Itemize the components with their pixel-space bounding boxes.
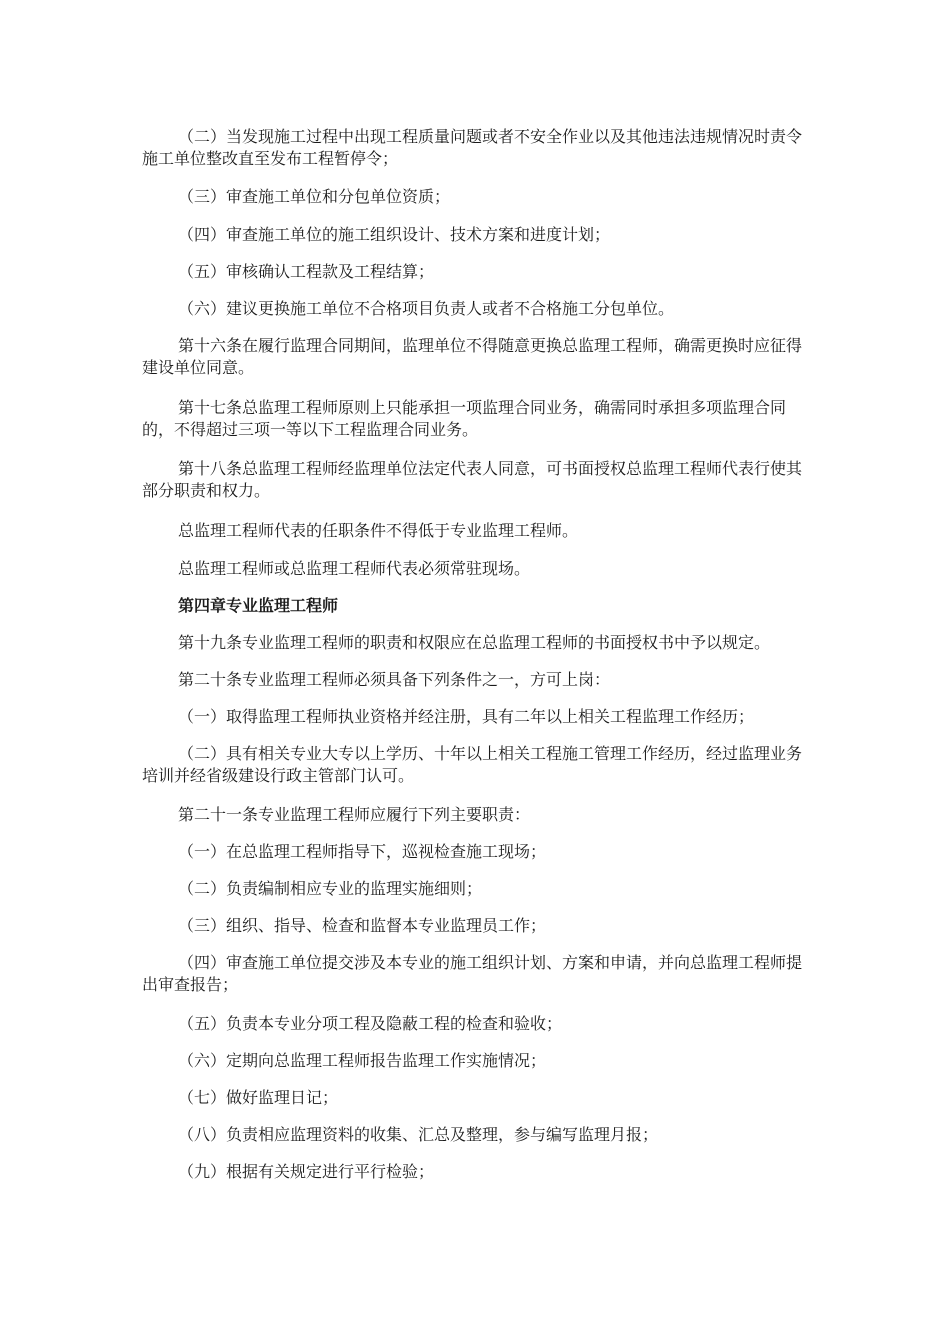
paragraph-item-5: （五）审核确认工程款及工程结算；	[178, 262, 435, 281]
condition-item-2: （二）具有相关专业大专以上学历、十年以上相关工程施工管理工作经历，经过监理业务培训并经省级建设行政主管部门认可。	[142, 744, 803, 785]
duty-item-3: （三）组织、指导、检查和监督本专业监理员工作；	[178, 916, 547, 935]
article-18: 第十八条总监理工程师经监理单位法定代表人同意，可书面授权总监理工程师代表行使其部分职责和权力。	[142, 459, 803, 500]
duty-item-5: （五）负责本专业分项工程及隐蔽工程的检查和验收；	[178, 1014, 563, 1033]
article-21: 第二十一条专业监理工程师应履行下列主要职责：	[178, 805, 531, 824]
paragraph-item-6: （六）建议更换施工单位不合格项目负责人或者不合格施工分包单位。	[178, 299, 675, 318]
duty-item-8: （八）负责相应监理资料的收集、汇总及整理，参与编写监理月报；	[178, 1125, 659, 1144]
duty-item-6: （六）定期向总监理工程师报告监理工作实施情况；	[178, 1051, 547, 1070]
deputy-qualification-paragraph: 总监理工程师代表的任职条件不得低于专业监理工程师。	[178, 521, 579, 540]
onsite-requirement-paragraph: 总监理工程师或总监理工程师代表必须常驻现场。	[178, 559, 531, 578]
chapter-heading: 第四章专业监理工程师	[178, 596, 339, 615]
duty-item-9: （九）根据有关规定进行平行检验；	[178, 1162, 435, 1181]
duty-item-2: （二）负责编制相应专业的监理实施细则；	[178, 879, 483, 898]
duty-item-1: （一）在总监理工程师指导下，巡视检查施工现场；	[178, 842, 547, 861]
condition-item-1: （一）取得监理工程师执业资格并经注册，具有二年以上相关工程监理工作经历；	[178, 707, 755, 726]
paragraph-item-2: （二）当发现施工过程中出现工程质量问题或者不安全作业以及其他违法违规情况时责令施工单位整改直至发布工程暂停令；	[142, 127, 803, 168]
duty-item-7: （七）做好监理日记；	[178, 1088, 339, 1107]
paragraph-item-3: （三）审查施工单位和分包单位资质；	[178, 187, 451, 206]
article-17: 第十七条总监理工程师原则上只能承担一项监理合同业务，确需同时承担多项监理合同的，不得超过三项一等以下工程监理合同业务。	[142, 398, 787, 439]
paragraph-item-4: （四）审查施工单位的施工组织设计、技术方案和进度计划；	[178, 225, 611, 244]
duty-item-4: （四）审查施工单位提交涉及本专业的施工组织计划、方案和申请，并向总监理工程师提出审查报告；	[142, 953, 803, 994]
article-16: 第十六条在履行监理合同期间，监理单位不得随意更换总监理工程师，确需更换时应征得建设单位同意。	[142, 336, 803, 377]
article-20: 第二十条专业监理工程师必须具备下列条件之一，方可上岗：	[178, 670, 611, 689]
article-19: 第十九条专业监理工程师的职责和权限应在总监理工程师的书面授权书中予以规定。	[178, 633, 771, 652]
